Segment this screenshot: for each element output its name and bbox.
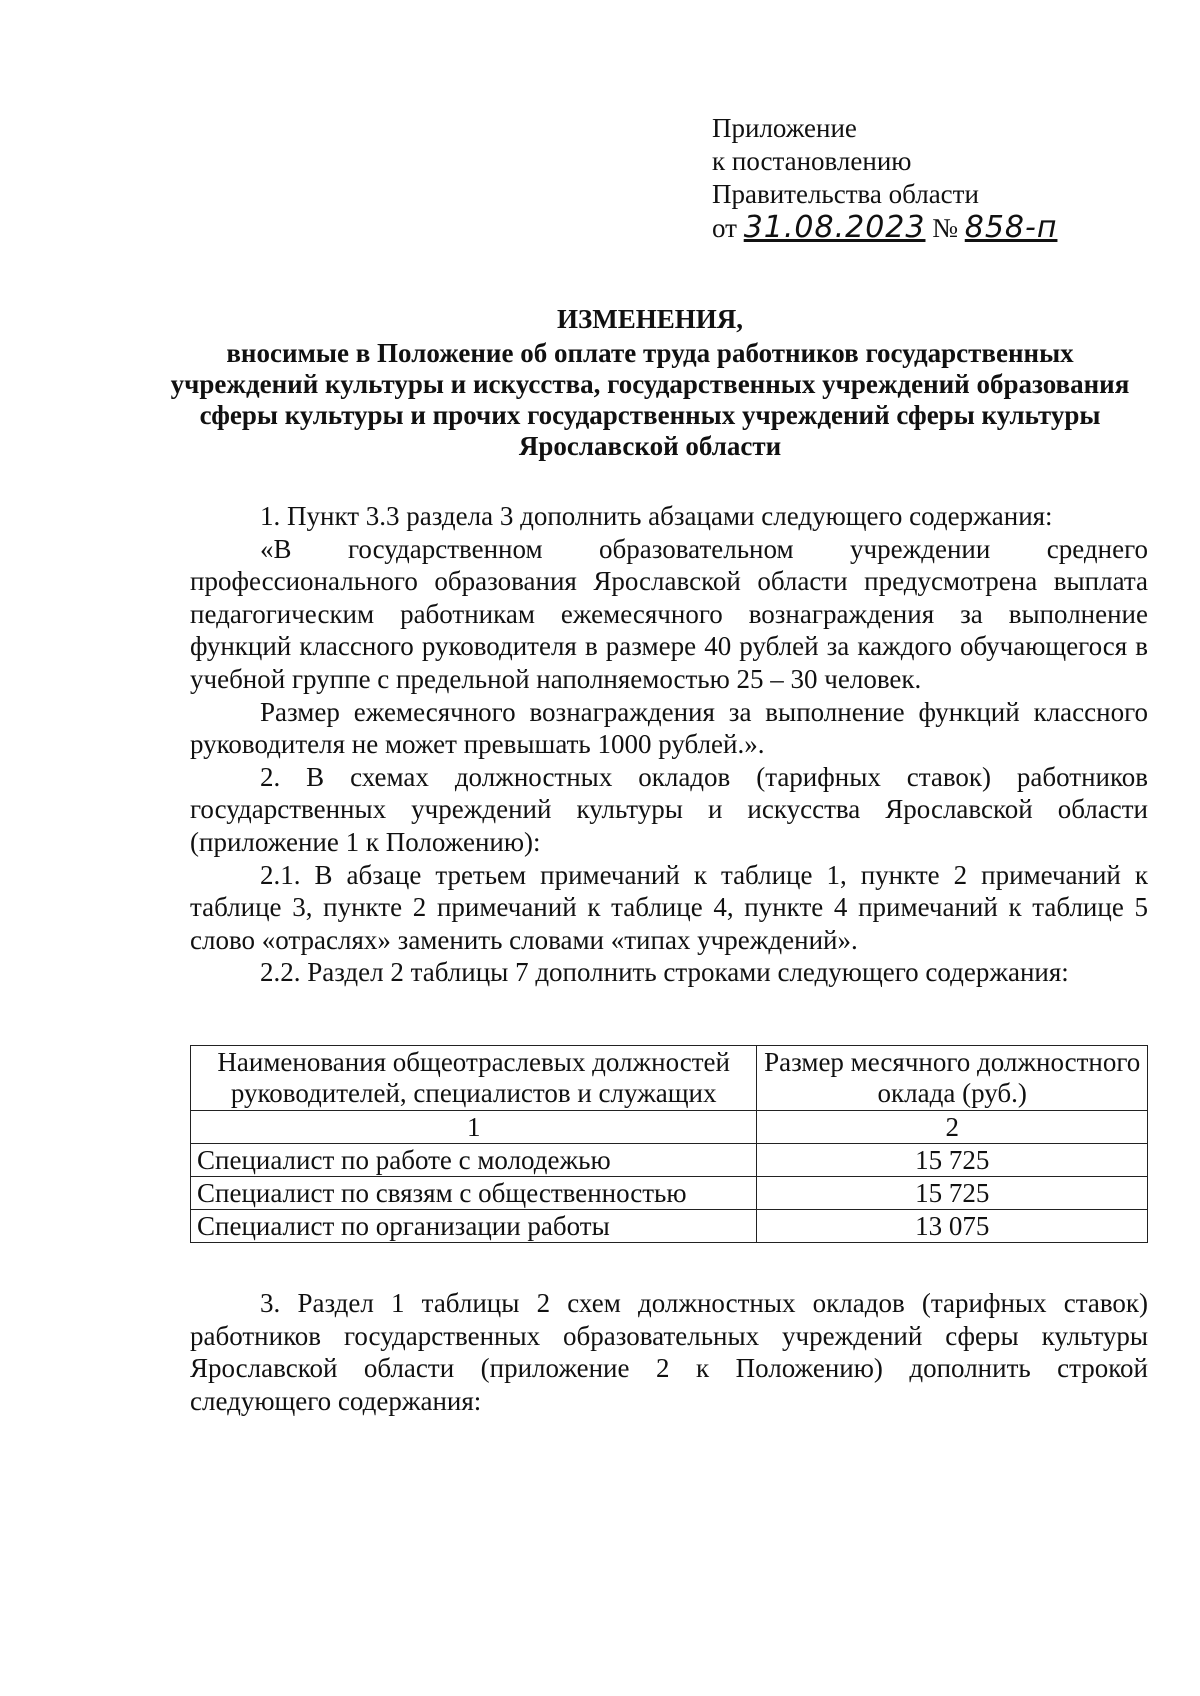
- paragraph-3: Размер ежемесячного вознаграждения за выполнение функций классного руководителя не может превышать 1000 рублей.».: [190, 696, 1148, 760]
- table-row: [191, 1144, 1148, 1177]
- salary-cell: 13 075: [757, 1210, 1148, 1243]
- column-number-cell: 2: [757, 1111, 1148, 1144]
- document-title: ИЗМЕНЕНИЯ,: [556, 304, 743, 334]
- table-column-number-row: [191, 1111, 1148, 1144]
- paragraph-closing: 3. Раздел 1 таблицы 2 схем должностных окладов (тарифных ставок) работников государственных образовательных учреждений сферы культуры Ярославской области (приложение 2 к Положению) дополнить строкой следующего содержания:: [190, 1288, 1148, 1416]
- table-header-cell: Наименования общеотраслевых должностей руководителей, специалистов и служащих: [191, 1046, 757, 1111]
- number-prefix: №: [932, 213, 958, 243]
- position-cell: Специалист по связям с общественностью: [191, 1177, 757, 1210]
- paragraph-5: 2.1. В абзаце третьем примечаний к таблице 1, пункте 2 примечаний к таблице 3, пункте 2 примечаний к таблице 4, пункте 4 примечаний к таблице 5 слово «отраслях» заменить словами «типах учреждений».: [190, 859, 1148, 955]
- column-number-cell: 1: [191, 1111, 757, 1144]
- table-header-cell: Размер месячного должностного оклада (руб.): [757, 1046, 1148, 1111]
- position-cell: Специалист по организации работы: [191, 1210, 757, 1243]
- handwritten-date: 31.08.2023: [743, 210, 926, 245]
- table-row: [191, 1210, 1148, 1243]
- paragraph-2: «В государственном образовательном учреждении среднего профессионального образования Ярославской области предусмотрена выплата педагогическим работникам ежемесячного вознаграждения за выполнение функций классного руководителя в размере 40 рублей за каждого обучающегося в учебной группе с предельной наполняемостью 25 – 30 человек.: [190, 533, 1148, 694]
- document-subtitle: вносимые в Положение об оплате труда работников государственных учреждений культуры и искусства, государственных учреждений образования сферы культуры и прочих государственных учреждений сферы культуры Ярославской области: [170, 338, 1130, 461]
- appendix-header: [712, 112, 1057, 245]
- appendix-line-2: к постановлению: [712, 146, 912, 176]
- position-cell: Специалист по работе с молодежью: [191, 1144, 757, 1177]
- handwritten-number: 858-п: [964, 210, 1058, 245]
- appendix-date-line: [712, 211, 1057, 245]
- table-row: [191, 1177, 1148, 1210]
- appendix-line-3: Правительства области: [712, 179, 979, 209]
- paragraph-1: 1. Пункт 3.3 раздела 3 дополнить абзацами следующего содержания:: [260, 501, 1053, 531]
- closing-text: [190, 1287, 1148, 1417]
- paragraph-6: 2.2. Раздел 2 таблицы 7 дополнить строками следующего содержания:: [260, 957, 1069, 988]
- body-text: [190, 500, 1148, 989]
- appendix-line-1: Приложение: [712, 113, 857, 143]
- paragraph-4: 2. В схемах должностных окладов (тарифных ставок) работников государственных учреждений культуры и искусства Ярославской области (приложение 1 к Положению):: [190, 761, 1148, 857]
- table-header-row: [191, 1046, 1148, 1111]
- salary-cell: 15 725: [757, 1144, 1148, 1177]
- date-prefix: от: [712, 213, 737, 243]
- salary-table: [190, 1045, 1148, 1243]
- salary-cell: 15 725: [757, 1177, 1148, 1210]
